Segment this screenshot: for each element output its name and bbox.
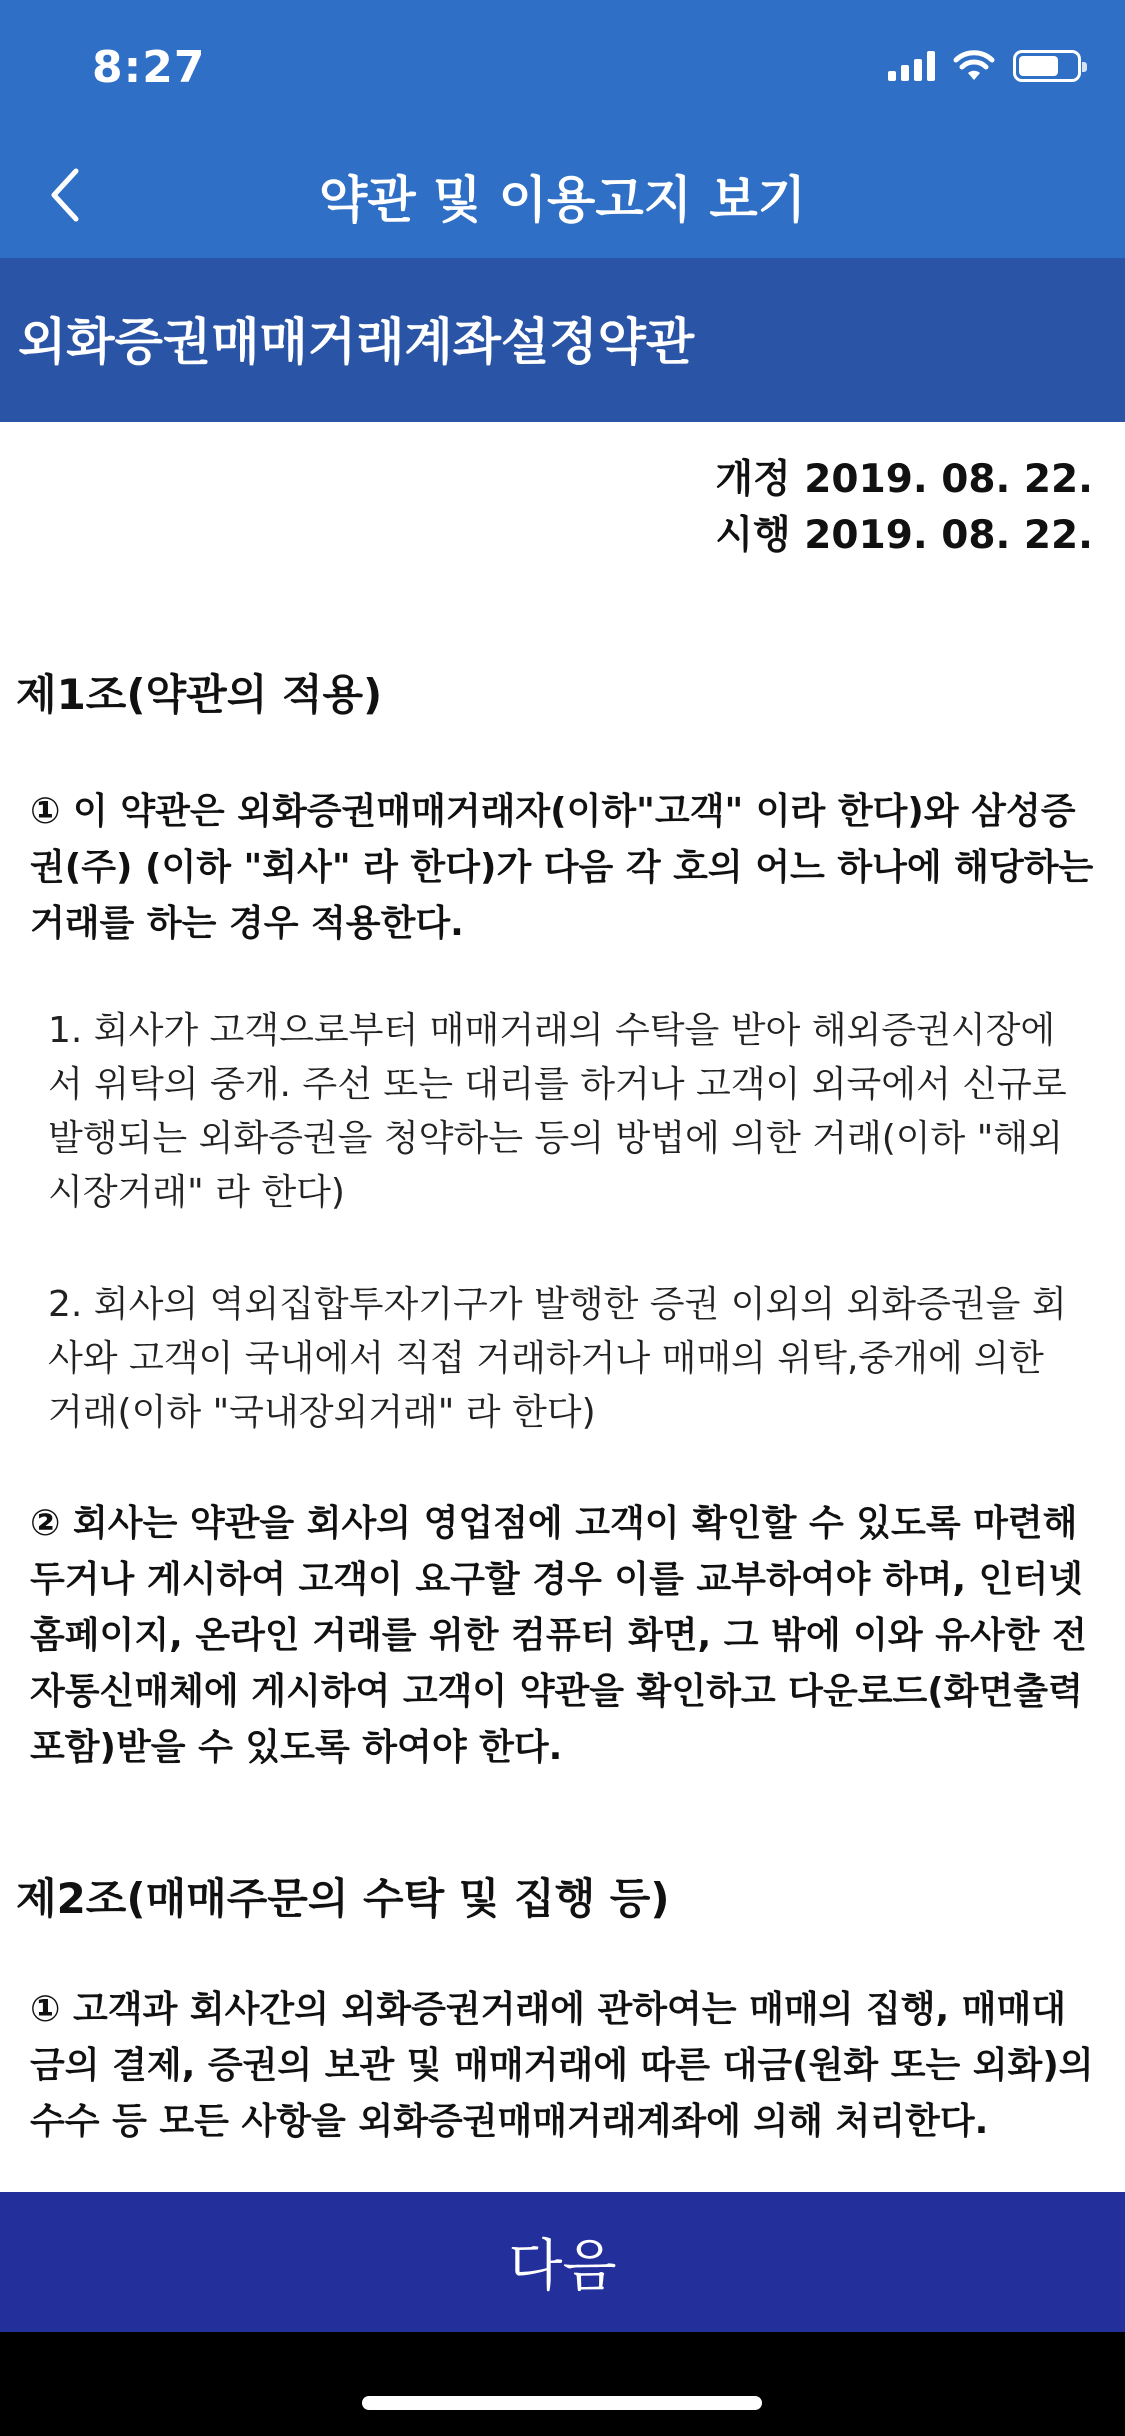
page-title: 약관 및 이용고지 보기 <box>319 171 806 229</box>
article-2-paragraph-1: ① 고객과 회사간의 외화증권거래에 관하여는 매매의 집행, 매매대금의 결제, 증권의 보관 및 매매거래에 따른 대금(원화 또는 외화)의 수수 등 모든 사항을 외화증권매매거래계좌에 의해 처리한다. <box>30 1989 1094 2142</box>
header <box>0 0 1125 258</box>
status-time: 8:27 <box>92 42 206 93</box>
article-1-item-2: 2. 회사의 역외집합투자기구가 발행한 증권 이외의 외화증권을 회사와 고객이 국내에서 직접 거래하거나 매매의 위탁,중개에 의한 거래(이하 "국내장외거래" 라 한다) <box>48 1284 1067 1433</box>
wifi-icon <box>953 50 995 82</box>
terms-content[interactable] <box>0 422 1125 2192</box>
effective-date: 시행 2019. 08. 22. <box>715 513 1093 558</box>
article-1-item-1: 1. 회사가 고객으로부터 매매거래의 수탁을 받아 해외증권시장에서 위탁의 중개. 주선 또는 대리를 하거나 고객이 외국에서 신규로 발행되는 외화증권을 청약하는 등의 방법에 의한 거래(이하 "해외시장거래" 라 한다) <box>48 1010 1067 1213</box>
home-indicator[interactable] <box>362 2396 762 2410</box>
cellular-signal-icon <box>888 51 935 81</box>
status-icons <box>888 50 1081 82</box>
section-title: 외화증권매매거래계좌설정약관 <box>18 313 695 371</box>
article-2-title: 제2조(매매주문의 수탁 및 집행 등) <box>16 1874 670 1923</box>
next-button[interactable]: 다음 <box>0 2192 1125 2332</box>
date-block <box>715 452 1093 564</box>
battery-icon <box>1013 50 1081 82</box>
revised-date: 개정 2019. 08. 22. <box>715 457 1093 502</box>
article-1-title: 제1조(약관의 적용) <box>16 670 383 719</box>
article-1-paragraph-2: ② 회사는 약관을 회사의 영업점에 고객이 확인할 수 있도록 마련해 두거나 게시하여 고객이 요구할 경우 이를 교부하여야 하며, 인터넷 홈페이지, 온라인 거래를 위한 컴퓨터 화면, 그 밖에 이와 유사한 전자통신매체에 게시하여 고객이 약관을 확인하고 다운로드(화면출력 포함)받을 수 있도록 하여야 한다. <box>30 1503 1087 1768</box>
article-1-paragraph-1: ① 이 약관은 외화증권매매거래자(이하"고객" 이라 한다)와 삼성증권(주) (이하 "회사" 라 한다)가 다음 각 호의 어느 하나에 해당하는 거래를 하는 경우 적용한다. <box>30 791 1094 944</box>
home-indicator-area <box>0 2332 1125 2436</box>
